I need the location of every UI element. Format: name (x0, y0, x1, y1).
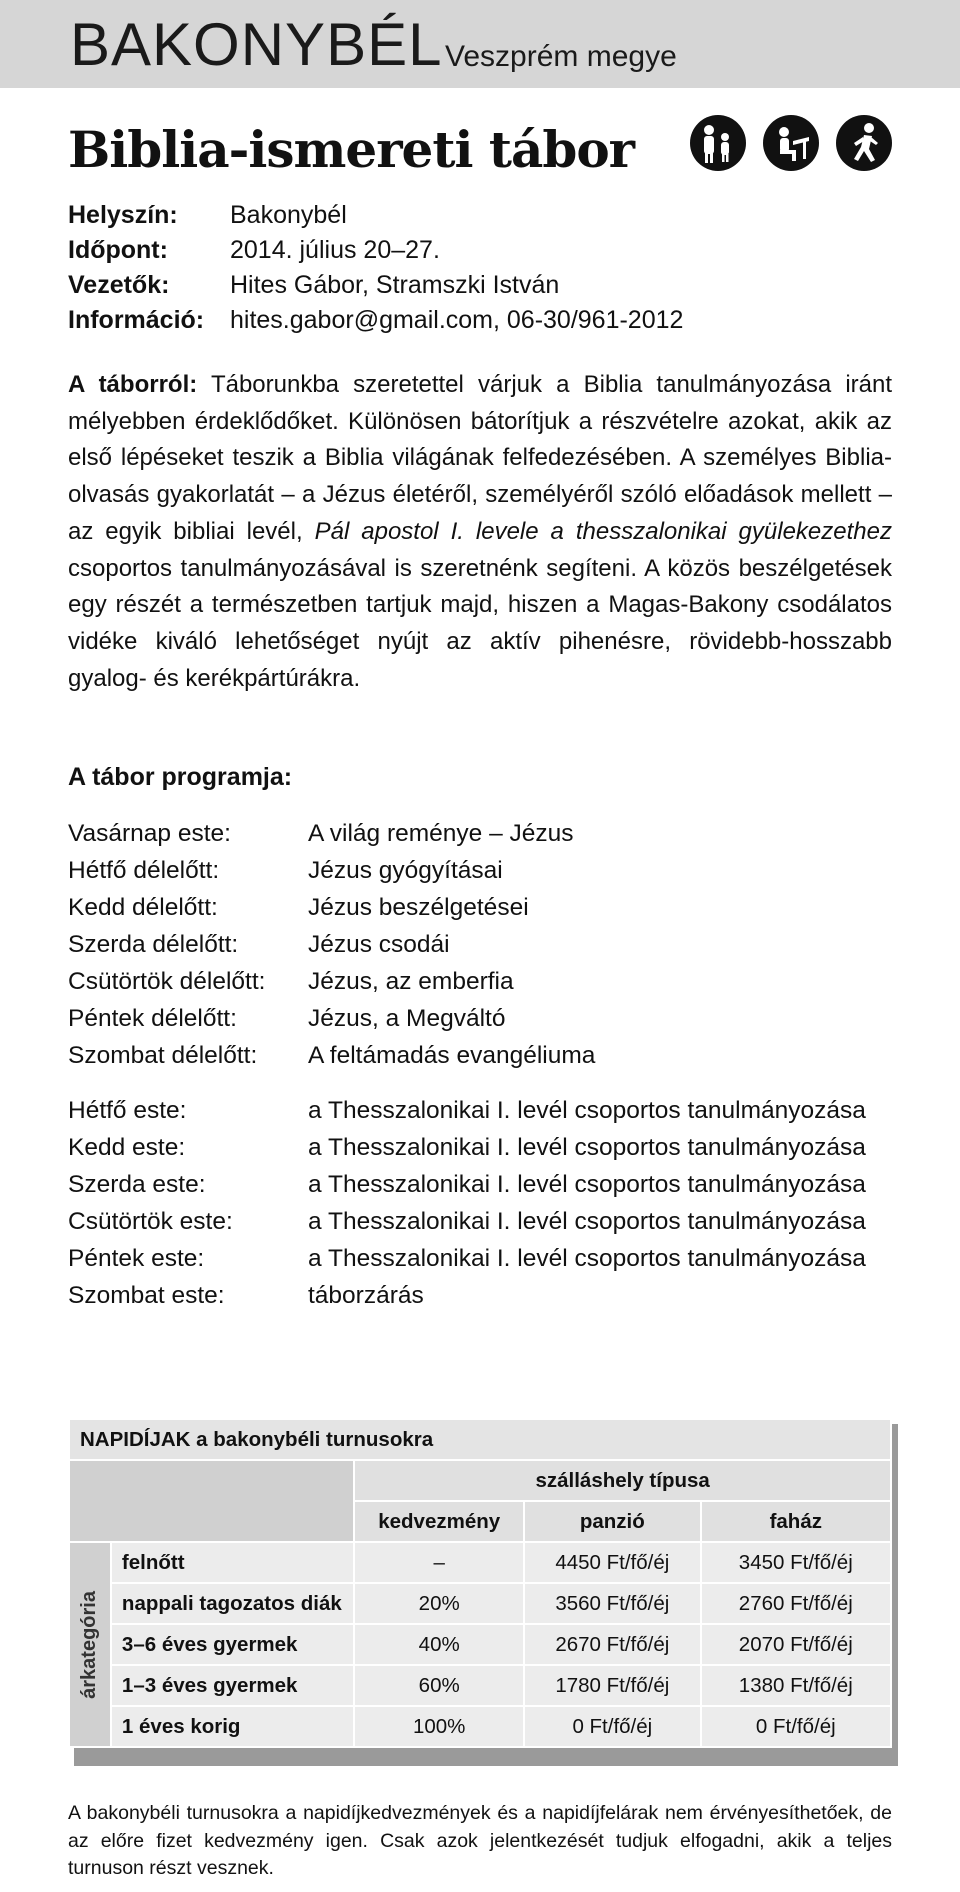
row-name: felnőtt (111, 1542, 354, 1583)
row-name: 1 éves korig (111, 1706, 354, 1747)
program-day: Hétfő délelőtt: (68, 857, 220, 884)
program-topic: a Thesszalonikai I. levél csoportos tanulmányozása (308, 1171, 866, 1198)
discount-cell: 100% (354, 1706, 524, 1747)
info-value: Bakonybél (230, 201, 347, 229)
county-name: Veszprém megye (445, 40, 677, 73)
category-label: árkategória (78, 1590, 101, 1699)
table-caption-row (69, 1419, 891, 1460)
panzio-cell: 1780 Ft/fő/éj (524, 1665, 701, 1706)
region-header (0, 0, 960, 88)
discount-cell: – (354, 1542, 524, 1583)
footnote: A bakonybéli turnusokra a napidíjkedvezmények és a napidíjfelárak nem érvényesíthetőek, de az előre fizet kedvezmény igen. Csak azok jelentkezését tudjuk elfogadni, akik a teljes turnuson részt vesznek. (68, 1802, 892, 1879)
column-header: faház (701, 1501, 891, 1542)
program-day: Kedd este: (68, 1134, 186, 1161)
fahaz-cell: 2760 Ft/fő/éj (701, 1583, 891, 1624)
panzio-cell: 2670 Ft/fő/éj (524, 1624, 701, 1665)
program-day: Péntek este: (68, 1245, 205, 1272)
table-caption: NAPIDÍJAK a bakonybéli turnusokra (69, 1419, 891, 1460)
table-row (69, 1665, 891, 1706)
program-day: Csütörtök este: (68, 1208, 233, 1235)
program-topic: Jézus csodái (308, 931, 450, 958)
program-topic: Jézus beszélgetései (308, 894, 529, 921)
fahaz-cell: 0 Ft/fő/éj (701, 1706, 891, 1747)
group-header: szálláshely típusa (354, 1460, 891, 1501)
info-label: Vezetők: (68, 271, 170, 299)
program-day: Szombat este: (68, 1282, 225, 1309)
fahaz-cell: 2070 Ft/fő/éj (701, 1624, 891, 1665)
discount-cell: 40% (354, 1624, 524, 1665)
program-day: Szombat délelőtt: (68, 1042, 258, 1069)
program-day: Vasárnap este: (68, 820, 231, 847)
row-name: nappali tagozatos diák (111, 1583, 354, 1624)
column-header: panzió (524, 1501, 701, 1542)
program-topic: A feltámadás evangéliuma (308, 1042, 596, 1069)
info-value: 2014. július 20–27. (230, 236, 440, 264)
row-name: 1–3 éves gyermek (111, 1665, 354, 1706)
panzio-cell: 0 Ft/fő/éj (524, 1706, 701, 1747)
program-day: Szerda este: (68, 1171, 206, 1198)
column-header: kedvezmény (354, 1501, 524, 1542)
program-topic: Jézus gyógyításai (308, 857, 503, 884)
info-value: hites.gabor@gmail.com, 06-30/961-2012 (230, 306, 684, 334)
program-topic: a Thesszalonikai I. levél csoportos tanulmányozása (308, 1097, 866, 1124)
program-day: Csütörtök délelőtt: (68, 968, 266, 995)
program-topic: a Thesszalonikai I. levél csoportos tanulmányozása (308, 1245, 866, 1272)
panzio-cell: 3560 Ft/fő/éj (524, 1583, 701, 1624)
table-row (69, 1583, 891, 1624)
info-value: Hites Gábor, Stramszki István (230, 271, 560, 299)
program-topic: A világ reménye – Jézus (308, 820, 574, 847)
program-day: Hétfő este: (68, 1097, 187, 1124)
about-italic-title: Pál apostol I. levele a thesszalonikai gyülekezethez (314, 517, 892, 545)
hiking-icon (836, 115, 892, 171)
program-topic: a Thesszalonikai I. levél csoportos tanulmányozása (308, 1208, 866, 1235)
category-label-cell (69, 1542, 111, 1747)
about-label: A táborról: (68, 371, 198, 398)
panzio-cell: 4450 Ft/fő/éj (524, 1542, 701, 1583)
row-name: 3–6 éves gyermek (111, 1624, 354, 1665)
about-paragraph (68, 367, 892, 697)
fees-table (68, 1418, 892, 1748)
about-text-2: csoportos tanulmányozásával is szeretnénk segíteni. A közös beszélgetések egy részét a természetben tartjuk majd, hiszen a Magas-Bakony csodálatos vidéke kiváló lehetőséget nyújt az aktív pihenésre, rövidebb-hosszabb gyalog- és kerékpártúrákra. (68, 554, 892, 692)
info-label: Helyszín: (68, 201, 178, 229)
activity-icons (690, 115, 895, 175)
program-day: Kedd délelőtt: (68, 894, 218, 921)
table-row (69, 1706, 891, 1747)
discount-cell: 60% (354, 1665, 524, 1706)
town-name: BAKONYBÉL (70, 11, 443, 78)
fahaz-cell: 1380 Ft/fő/éj (701, 1665, 891, 1706)
table-row (69, 1624, 891, 1665)
program-title: A tábor programja: (68, 763, 293, 791)
table-row (69, 1542, 891, 1583)
discount-cell: 20% (354, 1583, 524, 1624)
about-text-1: Táborunkba szeretettel várjuk a Biblia tanulmányozása iránt mélyebben érdeklődőket. Különösen bátorítjuk a részvételre azokat, akik az első lépéseket teszik a Biblia világának felfedezésében. A személyes Biblia-olvasás gyakorlatát – a Jézus életéről, személyéről szóló előadások mellett – az egyik bibliai levél, (68, 371, 893, 545)
camp-title: Biblia-ismereti tábor (68, 120, 635, 179)
program-day: Péntek délelőtt: (68, 1005, 237, 1032)
info-label: Információ: (68, 306, 205, 334)
study-icon (763, 115, 819, 171)
family-icon (690, 115, 746, 171)
table-header-row (69, 1460, 891, 1501)
fahaz-cell: 3450 Ft/fő/éj (701, 1542, 891, 1583)
program-topic: a Thesszalonikai I. levél csoportos tanulmányozása (308, 1134, 866, 1161)
info-label: Időpont: (68, 236, 168, 264)
program-topic: Jézus, az emberfia (308, 968, 514, 995)
program-day: Szerda délelőtt: (68, 931, 239, 958)
program-topic: Jézus, a Megváltó (308, 1005, 506, 1032)
table-corner (69, 1460, 354, 1542)
program-topic: táborzárás (308, 1282, 424, 1309)
